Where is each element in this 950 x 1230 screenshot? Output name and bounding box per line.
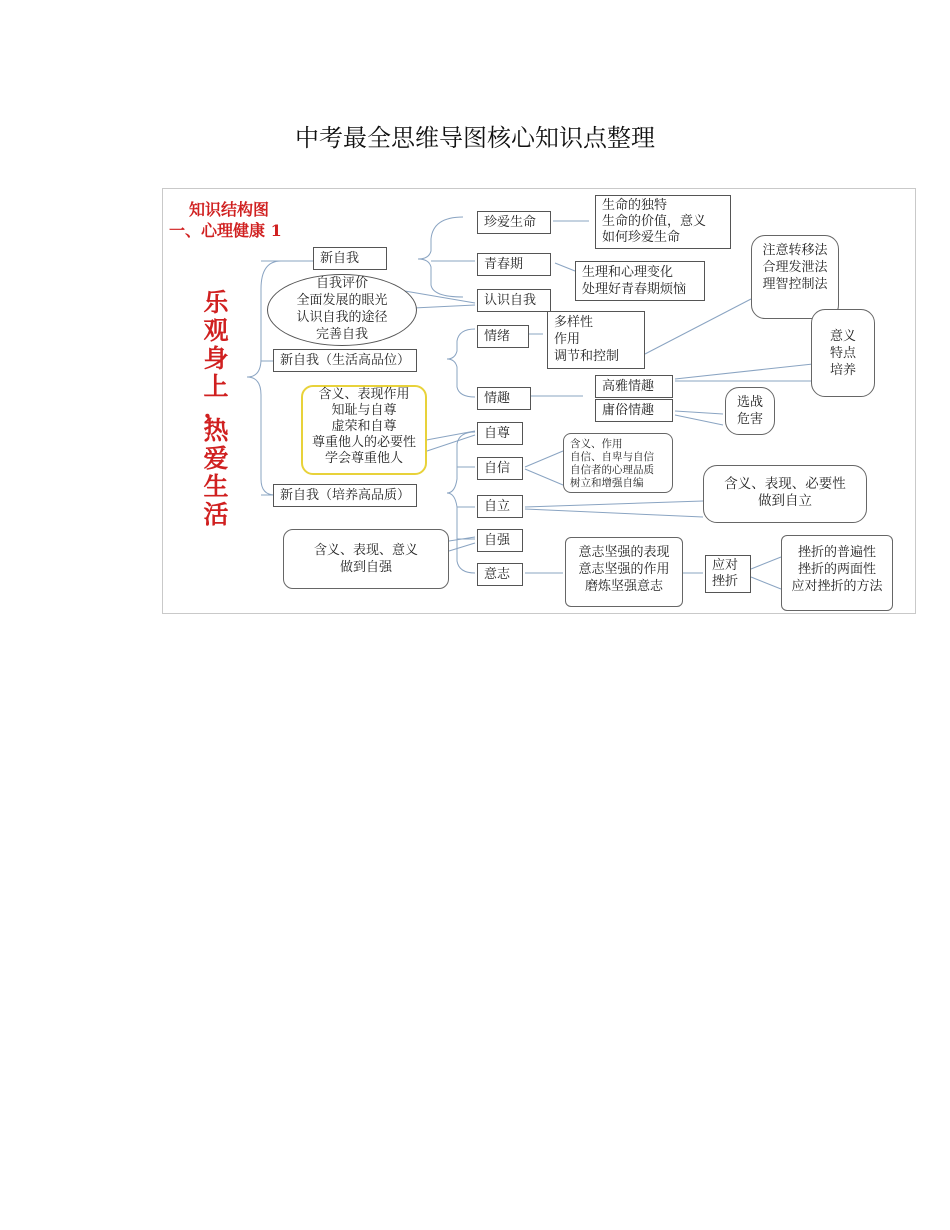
bubble-line: 注意转移法 (762, 243, 828, 258)
node-willpower-detail (565, 537, 683, 607)
bubble-line: 尊重他人的必要性 (311, 435, 416, 450)
bubble-line: 意义 (829, 329, 856, 344)
node-self-confidence: 自信 (477, 457, 523, 480)
bubble-line: 做到自立 (758, 493, 812, 509)
bubble-line: 挫折的普遍性 (797, 545, 876, 560)
node-self-reliance-detail (703, 465, 867, 523)
bubble-line: 选战 (736, 395, 763, 410)
node-new-self-quality-character: 新自我（培养高品质） (273, 484, 417, 507)
bubble-line: 含义、表现作用 (318, 387, 410, 402)
bubble-line: 合理发泄法 (762, 260, 828, 275)
node-self-respect-aspects (301, 385, 427, 475)
detail-line: 生命的价值，意义 (602, 214, 707, 229)
theme-char: 乐 (203, 288, 229, 317)
ellipse-line: 完善自我 (315, 327, 368, 342)
theme-char: ， (203, 394, 229, 423)
node-know-self: 认识自我 (477, 289, 551, 312)
detail-line: 生理和心理变化 (582, 265, 674, 280)
bubble-line: 含义、表现、必要性 (724, 476, 846, 492)
main-theme (201, 289, 231, 529)
bubble-line: 意志坚强的作用 (578, 562, 670, 577)
node-vulgar-interest: 庸俗情趣 (595, 399, 673, 422)
detail-line: 生命的独特 (602, 198, 668, 213)
node-adolescence: 青春期 (477, 253, 551, 276)
theme-char: 上 (203, 372, 229, 401)
node-self-respect: 自尊 (477, 422, 523, 445)
node-elegant-interest: 高雅情趣 (595, 375, 673, 398)
bubble-line: 含义、表现、意义 (313, 543, 418, 558)
detail-line: 作用 (554, 332, 581, 347)
node-interest-aspects (811, 309, 875, 397)
chart-heading-2: 一、心理健康 1 (169, 221, 282, 240)
detail-line: 树立和增强自编 (570, 477, 644, 489)
node-face-setback (705, 555, 751, 593)
bubble-line: 做到自强 (339, 560, 392, 575)
theme-char: 生 (203, 472, 229, 501)
node-setback-detail (781, 535, 893, 611)
theme-char: 观 (203, 316, 229, 345)
theme-char: 爱 (203, 444, 229, 473)
chart-heading-1: 知识结构图 (189, 200, 270, 219)
node-emotion: 情绪 (477, 325, 529, 348)
bubble-line: 学会尊重他人 (324, 451, 403, 466)
node-new-self-quality-life: 新自我（生活高品位） (273, 349, 417, 372)
bubble-line: 挫折的两面性 (797, 562, 876, 577)
ellipse-line: 认识自我的途径 (296, 310, 388, 325)
theme-char: 活 (203, 500, 229, 529)
bubble-line: 危害 (736, 412, 763, 427)
detail-line: 调节和控制 (554, 349, 620, 364)
node-willpower: 意志 (477, 563, 523, 586)
bubble-line: 虚荣和自尊 (331, 419, 397, 434)
detail-line: 如何珍爱生命 (602, 230, 681, 245)
detail-line: 应对 (712, 558, 739, 573)
bubble-line: 培养 (829, 363, 856, 378)
node-cherish-life-detail (595, 195, 731, 249)
ellipse-line: 全面发展的眼光 (296, 293, 388, 308)
page-title: 中考最全思维导图核心知识点整理 (295, 124, 655, 152)
node-new-self: 新自我 (313, 247, 387, 270)
node-vulgar-detail (725, 387, 775, 435)
node-cherish-life: 珍爱生命 (477, 211, 551, 234)
bubble-line: 特点 (829, 346, 856, 361)
bubble-line: 知耻与自尊 (331, 403, 397, 418)
bubble-line: 理智控制法 (762, 277, 828, 292)
node-self-strength-detail (283, 529, 449, 589)
theme-char: 热 (203, 416, 229, 445)
detail-line: 多样性 (554, 315, 594, 330)
node-adolescence-detail (575, 261, 705, 301)
bubble-line: 磨炼坚强意志 (584, 579, 663, 594)
bubble-line: 意志坚强的表现 (578, 545, 670, 560)
node-interest: 情趣 (477, 387, 531, 410)
bubble-line: 应对挫折的方法 (791, 579, 883, 594)
node-self-evaluation (267, 274, 417, 346)
node-self-confidence-detail (563, 433, 673, 493)
detail-line: 挫折 (712, 574, 739, 589)
detail-line: 处理好青春期烦恼 (582, 282, 687, 297)
node-self-strength: 自强 (477, 529, 523, 552)
ellipse-line: 自我评价 (315, 276, 368, 291)
node-emotion-methods (751, 235, 839, 319)
detail-line: 含义、作用 (570, 438, 623, 450)
detail-line: 自信、自卑与自信 (570, 451, 654, 463)
detail-line: 自信者的心理品质 (570, 464, 654, 476)
mind-map (162, 188, 916, 614)
node-emotion-detail (547, 311, 645, 369)
theme-char: 身 (203, 344, 229, 373)
node-self-reliance: 自立 (477, 495, 523, 518)
